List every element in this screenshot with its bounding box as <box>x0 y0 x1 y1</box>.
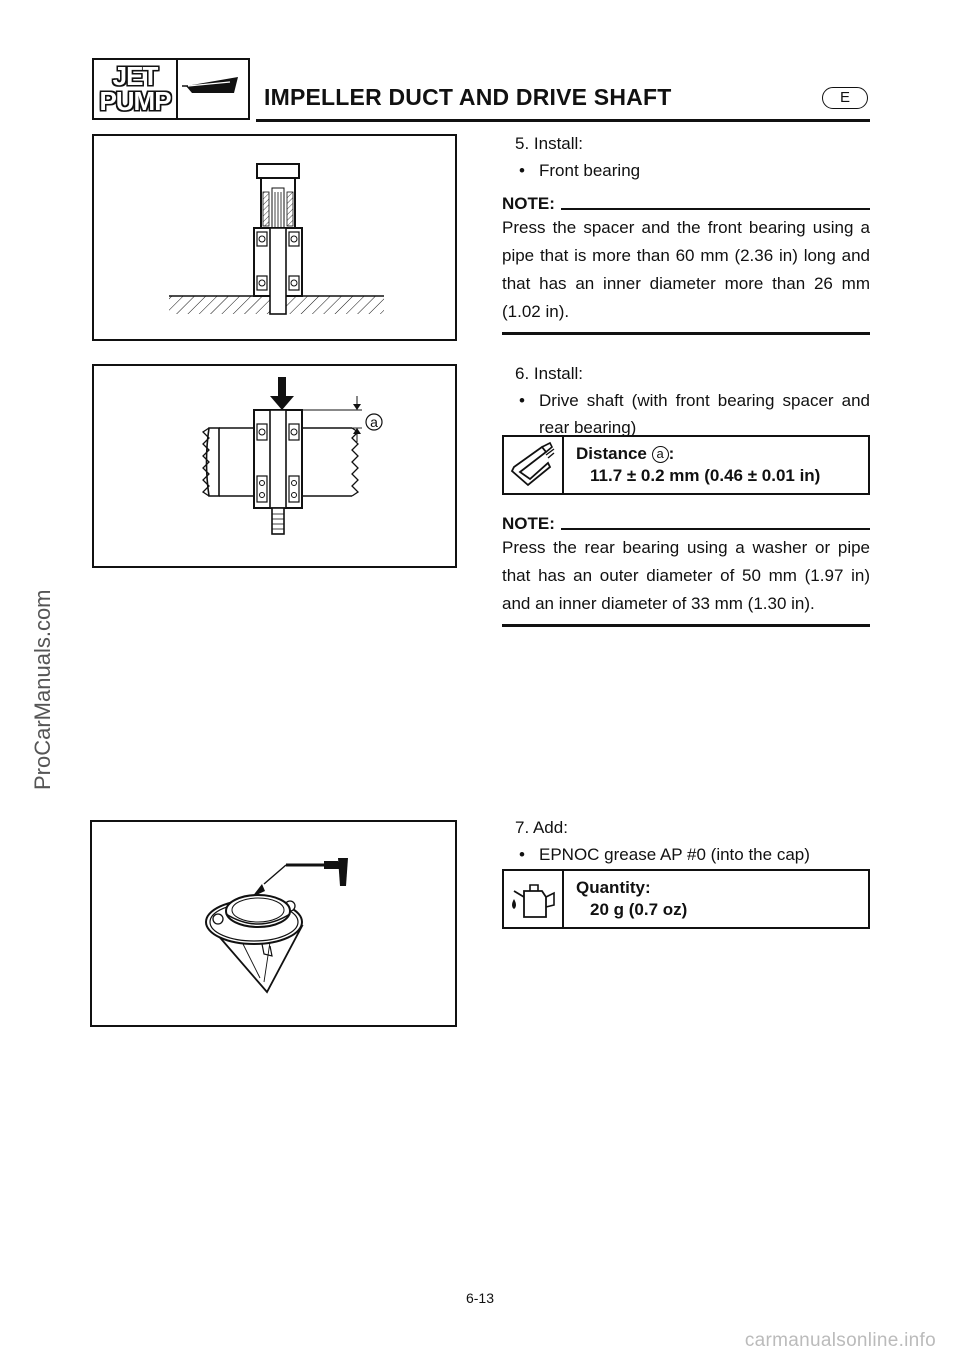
section-name <box>94 60 178 118</box>
language-badge: E <box>822 87 868 109</box>
section-name-line1: JET <box>112 61 158 91</box>
step-6-note <box>502 514 870 627</box>
section-badge <box>92 58 250 120</box>
note-header <box>502 514 870 534</box>
drive-shaft-illustration <box>94 366 459 570</box>
spec-quantity-value: 20 g (0.7 oz) <box>590 900 688 919</box>
spec-quantity <box>502 869 870 929</box>
note-text: Press the spacer and the front bearing using a pipe that is more than 60 mm (2.36 in) long and that has an inner diameter more than 26 mm (1.02 in). <box>502 218 870 321</box>
spec-distance-colon: : <box>668 444 675 463</box>
step-6 <box>502 360 870 441</box>
note-rule-bottom <box>502 624 870 627</box>
step-5-bullet: • Front bearing <box>515 157 870 184</box>
figure-drive-shaft <box>92 364 457 568</box>
spec-distance-label: Distance <box>576 444 647 463</box>
page-title: IMPELLER DUCT AND DRIVE SHAFT <box>264 84 672 110</box>
figure-front-bearing <box>92 134 457 341</box>
note-label: NOTE: <box>502 194 555 213</box>
front-bearing-press-illustration <box>94 136 459 343</box>
bottom-watermark: carmanualsonline.info <box>744 1330 936 1351</box>
note-rule-bottom <box>502 332 870 335</box>
step-6-bullet: • Drive shaft (with front bearing spacer and rear bearing) <box>515 387 870 441</box>
step-7 <box>502 814 870 868</box>
oil-can-icon <box>504 871 564 927</box>
step-6-number: 6. Install: <box>515 364 584 383</box>
grease-cap-illustration <box>92 822 459 1029</box>
figure-grease-cap <box>90 820 457 1027</box>
step-5-number: 5. Install: <box>515 134 584 153</box>
section-name-line2: PUMP <box>99 86 171 116</box>
spec-quantity-label: Quantity: <box>576 878 651 897</box>
figure-marker-a: a <box>370 414 378 430</box>
note-rule-top <box>561 208 870 211</box>
step-7-bullet: • EPNOC grease AP #0 (into the cap) <box>515 841 870 868</box>
note-label: NOTE: <box>502 514 555 533</box>
step-7-number: 7. Add: <box>515 818 568 837</box>
note-rule-top <box>561 528 870 531</box>
note-text: Press the rear bearing using a washer or pipe that has an outer diameter of 50 mm (1.97 in) and an inner diameter of 33 mm (1.30 in). <box>502 538 870 613</box>
spec-distance-marker: a <box>652 446 669 463</box>
spec-distance <box>502 435 870 495</box>
jet-pump-icon <box>178 60 248 118</box>
step-5-note <box>502 194 870 335</box>
page-number: 6-13 <box>465 1290 495 1306</box>
caliper-icon <box>504 437 564 493</box>
header-rule <box>256 119 870 122</box>
side-watermark: ProCarManuals.com <box>30 589 55 790</box>
spec-distance-value: 11.7 ± 0.2 mm (0.46 ± 0.01 in) <box>590 466 821 485</box>
note-header <box>502 194 870 214</box>
step-5 <box>502 130 870 184</box>
